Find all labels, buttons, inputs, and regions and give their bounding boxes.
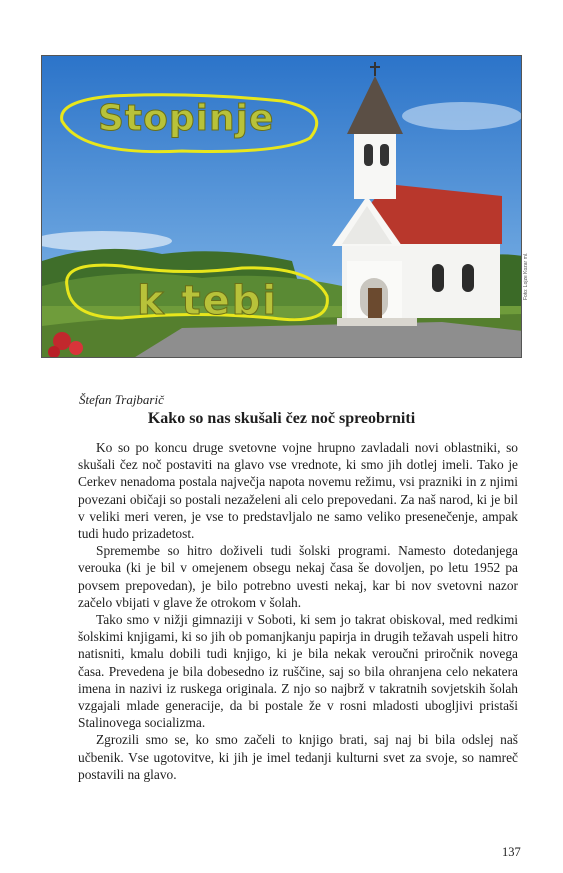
- paragraph: Tako smo v nižji gimnaziji v Soboti, ki sem jo takrat obiskoval, med redkimi šolskimi knjigami, ki so jih ob pomanjkanju papirja in drugih težavah uspeli hitro natisniti, kmalu dobili tudi knjigo, ki je bila nekak veroučni priročnik novega časa. Prevedena je bila dobesedno iz ruščine, saj so bila ohranjena celo nekatera imena in nazivi iz ruskega originala. Z njo so najbrž v takratnih sovjetskih šolah vzgajali mlade generacije, da bi postale že v rosni mladosti ubogljivi pristaši Stalinovega socializma.: [78, 612, 518, 731]
- paragraph: Ko so po koncu druge svetovne vojne hrupno zavladali novi oblastniki, so skušali čez noč postaviti na glavo vse vrednote, ki smo jih dotlej imeli. Tako je Cerkev nenadoma postala največja napota novemu režimu, vsi prazniki in z njimi povezani običaji so postali nezaželeni ali celo prepovedani. Za naš narod, ki je bil v veliki meri veren, je vse to predstavljalo ne samo veliko presenečenje, ampak tudi hudo prizadetost.: [78, 440, 518, 542]
- overlay-text-stopinje: Stopinje: [98, 98, 275, 139]
- page-number: 137: [502, 845, 521, 859]
- article-body: [78, 439, 518, 783]
- author: Štefan Trajbarič: [79, 392, 164, 407]
- chapel-photo: [41, 55, 522, 358]
- overlay-text-k-tebi: k tebi: [137, 278, 279, 324]
- paragraph: Spremembe so hitro doživeli tudi šolski programi. Namesto dotedanjega verouka (ki je bil v omejenem obsegu nekaj časa še dovoljen, po letu 1952 pa povsem prepovedan), je bilo potrebno uvesti nekaj, kar bi nov svetovni nazor začelo vbijati v glave že otrokom v šolah.: [78, 543, 518, 610]
- article-title: Kako so nas skušali čez noč spreobrniti: [147, 410, 416, 427]
- photo-credit: Foto: Lojze Kozar ml.: [523, 252, 529, 300]
- paragraph: Zgrozili smo se, ko smo začeli to knjigo brati, saj naj bi bila odslej naš učbenik. Vse ugotovitve, ki jih je imel tedanji kulturni svet za svoje, so namreč postavili na glavo.: [78, 732, 518, 782]
